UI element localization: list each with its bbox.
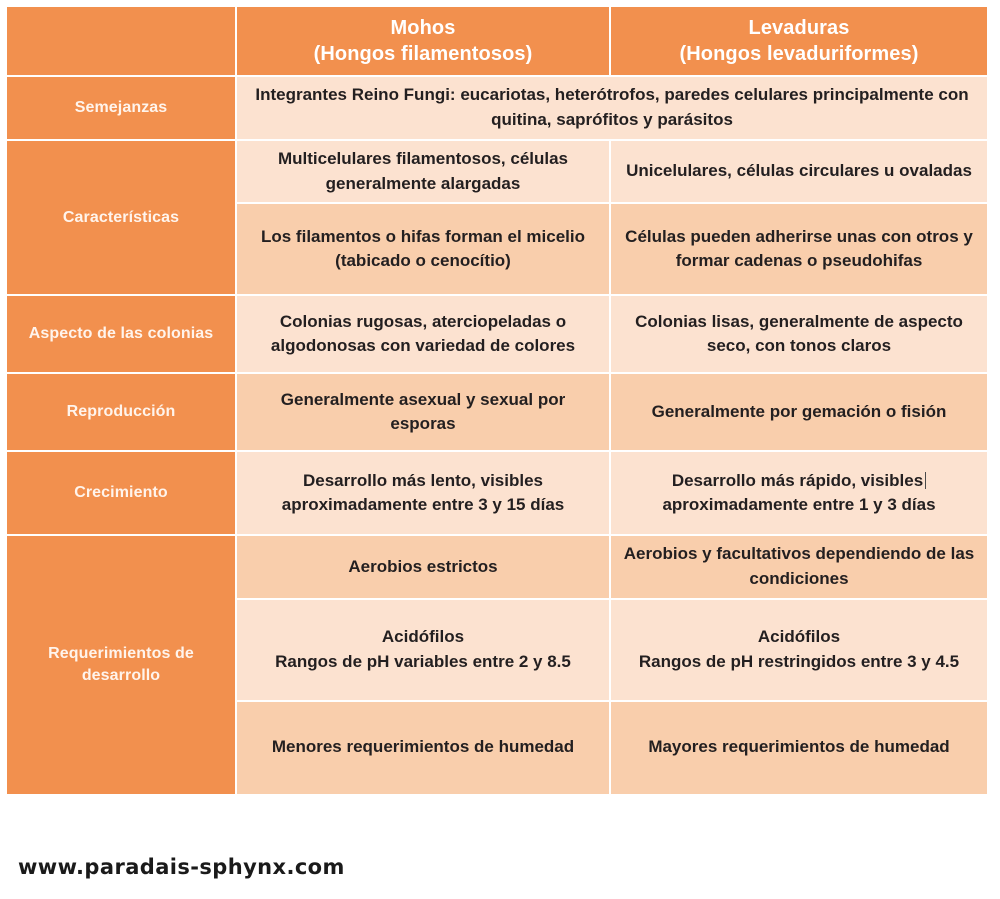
cell-requerimientos-aerobios-levaduras: [611, 536, 987, 597]
cell-text-line: Multicelulares filamentosos, células: [277, 149, 569, 168]
text-cursor-caret: [925, 472, 926, 489]
cell-text-line: Los filamentos o hifas forman el micelio: [260, 226, 585, 246]
cell-text-line: Mayores requerimientos de humedad: [648, 737, 950, 757]
table-row-semejanzas: [7, 77, 987, 139]
column-header-levaduras-subtitle: (Hongos levaduriformes): [679, 43, 919, 65]
cell-aspecto-mohos: [237, 296, 609, 372]
column-header-mohos-title: Mohos: [390, 16, 456, 39]
cell-text-line: Aerobios estrictos: [348, 556, 498, 576]
cell-requerimientos-ph-levaduras: [611, 600, 987, 700]
row-label-requerimientos-desarrollo: Requerimientos de desarrollo: [7, 536, 235, 793]
cell-text-line: Integrantes Reino Fungi: eucariotas, heterótrofos, paredes celulares principalmente con: [255, 85, 969, 105]
column-header-mohos: [237, 7, 609, 75]
row-label-caracteristicas: Características: [7, 141, 235, 294]
source-watermark: www.paradais-sphynx.com: [18, 855, 345, 879]
table-header-row: [7, 7, 987, 75]
cell-requerimientos-ph-mohos: [237, 600, 609, 700]
cell-text-line: condiciones: [749, 568, 849, 588]
cell-text-line: Rangos de pH restringidos entre 3 y 4.5: [638, 651, 960, 671]
row-label-semejanzas: Semejanzas: [7, 77, 235, 139]
cell-requerimientos-aerobios-mohos: [237, 536, 609, 597]
cell-reproduccion-mohos: [237, 374, 609, 450]
table-row-crecimiento: [7, 452, 987, 534]
cell-text-line: Unicelulares, células circulares u ovaladas: [626, 161, 972, 181]
cell-text-line: Acidófilos: [757, 626, 841, 646]
row-label-crecimiento: Crecimiento: [7, 452, 235, 534]
row-label-reproduccion: Reproducción: [7, 374, 235, 450]
cell-text-line: generalmente alargadas: [325, 173, 521, 193]
cell-text-line: (tabicado o cenocítio): [335, 251, 511, 271]
cell-aspecto-levaduras: [611, 296, 987, 372]
cell-text-line: algodonosas con variedad de colores: [270, 336, 576, 356]
cell-crecimiento-mohos: [237, 452, 609, 534]
header-corner-blank: [7, 7, 235, 75]
cell-crecimiento-levaduras[interactable]: [611, 452, 987, 534]
cell-text-line: Desarrollo más rápido, visibles: [671, 470, 924, 490]
cell-text-line-with-caret: [623, 469, 975, 494]
cell-text-line: Acidófilos: [381, 626, 465, 646]
cell-text-line: Aerobios y facultativos dependiendo de las: [623, 544, 975, 564]
cell-text-line: Desarrollo más lento, visibles: [303, 470, 543, 490]
cell-caracteristicas-2-levaduras: [611, 204, 987, 294]
column-header-mohos-subtitle: (Hongos filamentosos): [313, 43, 533, 65]
cell-text-line: Células pueden adherirse unas con otros y: [625, 226, 973, 246]
cell-text-line: Generalmente por gemación o fisión: [651, 401, 947, 421]
cell-requerimientos-humedad-mohos: [237, 702, 609, 794]
cell-text-line: formar cadenas o pseudohifas: [675, 251, 923, 271]
table-row-caracteristicas-1: [7, 141, 987, 202]
table-row-aspecto: [7, 296, 987, 372]
cell-text-line: aproximadamente entre 3 y 15 días: [281, 495, 565, 515]
table-row-reproduccion: [7, 374, 987, 450]
table-row-requerimientos-1: [7, 536, 987, 597]
row-label-aspecto-colonias: Aspecto de las colonias: [7, 296, 235, 372]
cell-text-line: Colonias rugosas, aterciopeladas o: [279, 311, 567, 331]
fungi-comparison-table: [5, 5, 989, 796]
cell-text-line: esporas: [390, 414, 456, 434]
cell-text-line: quitina, saprófitos y parásitos: [491, 110, 733, 129]
cell-caracteristicas-2-mohos: [237, 204, 609, 294]
column-header-levaduras-title: Levaduras: [748, 16, 850, 39]
cell-caracteristicas-1-mohos: [237, 141, 609, 202]
cell-text-line: Colonias lisas, generalmente de aspecto: [635, 311, 963, 331]
cell-text-line: Menores requerimientos de humedad: [271, 737, 575, 757]
cell-requerimientos-humedad-levaduras: [611, 702, 987, 794]
cell-caracteristicas-1-levaduras: [611, 141, 987, 202]
cell-text-line: seco, con tonos claros: [706, 336, 892, 356]
cell-text-line: Rangos de pH variables entre 2 y 8.5: [275, 651, 571, 671]
column-header-levaduras: [611, 7, 987, 75]
cell-text-line: Generalmente asexual y sexual por: [280, 389, 566, 409]
cell-semejanzas-shared: [237, 77, 987, 139]
cell-text-line: aproximadamente entre 1 y 3 días: [662, 495, 936, 515]
cell-reproduccion-levaduras: [611, 374, 987, 450]
